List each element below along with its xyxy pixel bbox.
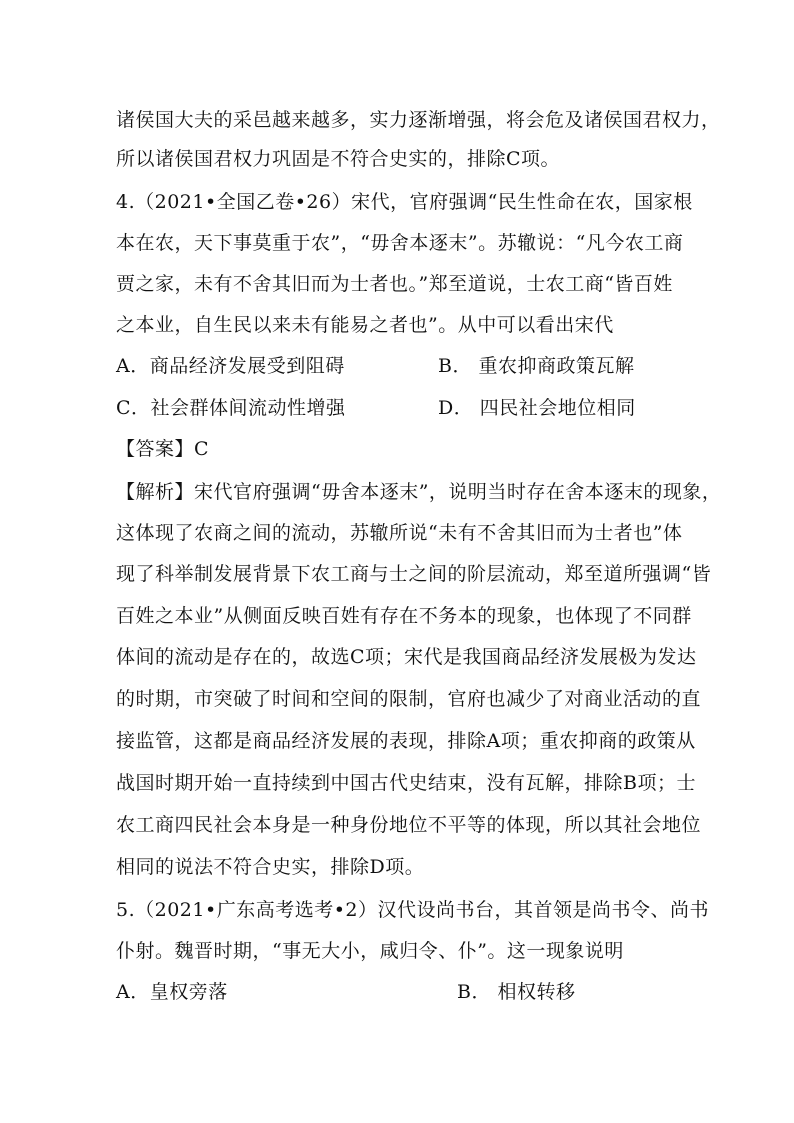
analysis-line: 体间的流动是存在的，故选C项；宋代是我国商品经济发展极为发达	[116, 646, 697, 668]
analysis-line: 战国时期开始一直持续到中国古代史结束，没有瓦解，排除B项；士	[116, 772, 696, 794]
option-a: A．商品经济发展受到阻碍	[116, 355, 345, 377]
text-line: 诸侯国大夫的采邑越来越多，实力逐渐增强，将会危及诸侯国君权力，	[116, 109, 721, 131]
option-d: D． 四民社会地位相同	[438, 397, 636, 419]
question-5-stem: 5.（2021•广东高考选考•2）汉代设尚书台，其首领是尚书令、尚书	[116, 899, 709, 921]
option-b: B． 相权转移	[457, 981, 576, 1003]
answer-line: 【答案】C	[116, 438, 210, 460]
analysis-line: 这体现了农商之间的流动，苏辙所说“未有不舍其旧而为士者也”体	[116, 522, 683, 544]
option-c: C．社会群体间流动性增强	[116, 397, 346, 419]
question-4-stem: 4.（2021•全国乙卷•26）宋代，官府强调“民生性命在农，国家根	[116, 191, 693, 213]
text-line: 之本业，自生民以来未有能易之者也”。从中可以看出宋代	[116, 314, 614, 336]
option-a: A．皇权旁落	[116, 981, 228, 1003]
analysis-line: 百姓之本业”从侧面反映百姓有存在不务本的现象，也体现了不同群	[116, 605, 692, 627]
text-line: 贾之家，未有不舍其旧而为士者也。”郑至道说，士农工商“皆百姓	[116, 273, 673, 295]
analysis-line: 的时期，市突破了时间和空间的限制，官府也减少了对商业活动的直	[116, 688, 702, 710]
analysis-line: 相同的说法不符合史实，排除D项。	[116, 856, 425, 878]
text-line: 仆射。魏晋时期，“事无大小，咸归令、仆”。这一现象说明	[116, 940, 624, 962]
analysis-line: 【解析】宋代官府强调“毋舍本逐末”，说明当时存在舍本逐末的现象，	[116, 481, 722, 503]
analysis-line: 接监管，这都是商品经济发展的表现，排除A项；重农抑商的政策从	[116, 730, 696, 752]
text-line: 本在农，天下事莫重于农”，“毋舍本逐末”。苏辙说：“凡今农工商	[116, 232, 684, 254]
analysis-line: 农工商四民社会本身是一种身份地位不平等的体现，所以其社会地位	[116, 814, 702, 836]
analysis-line: 现了科举制发展背景下农工商与士之间的阶层流动，郑至道所强调“皆	[116, 563, 712, 585]
option-b: B． 重农抑商政策瓦解	[438, 355, 635, 377]
text-line: 所以诸侯国君权力巩固是不符合史实的，排除C项。	[116, 148, 561, 170]
